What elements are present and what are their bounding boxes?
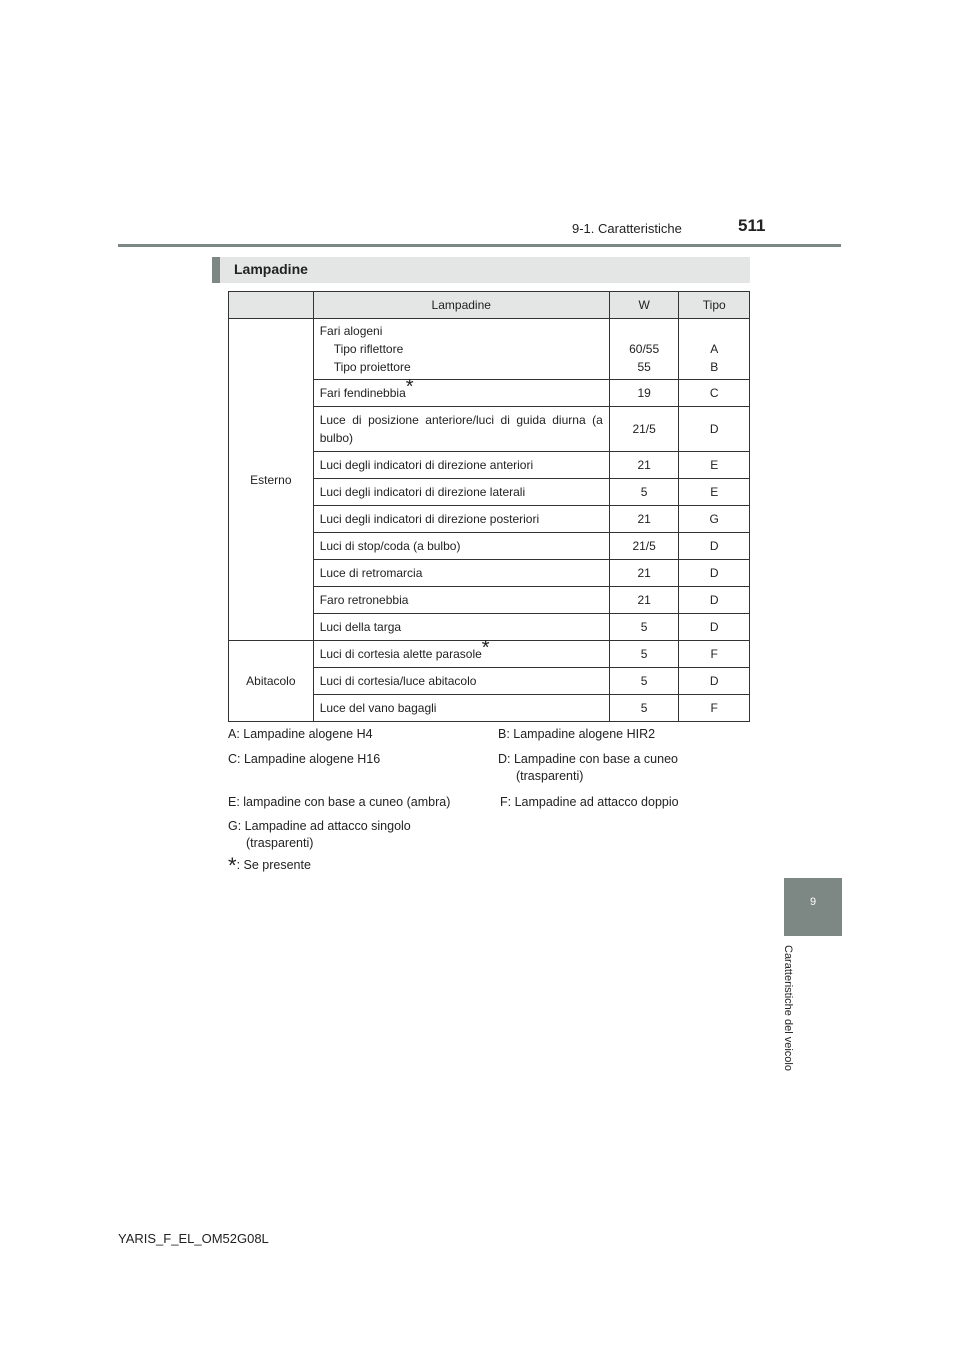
type-cell: D (679, 668, 750, 695)
type-cell: D (679, 533, 750, 560)
lamp-name: Luci di cortesia alette parasole (319, 647, 482, 661)
table-row (229, 319, 750, 380)
lamp-cell: Luce di retromarcia (313, 560, 609, 587)
category-exterior: Esterno (229, 319, 314, 641)
watt-cell: 21 (609, 587, 679, 614)
watt-cell: 5 (609, 641, 679, 668)
section-title: Lampadine (234, 261, 308, 277)
lamp-cell (313, 319, 609, 380)
page-number: 511 (738, 216, 766, 235)
legend-g-line1: G: Lampadine ad attacco singolo (228, 819, 411, 833)
type-value: B (710, 360, 719, 374)
chapter-tab-number: 9 (809, 896, 817, 908)
lamp-cell: Luci degli indicatori di direzione laterali (313, 479, 609, 506)
watt-value: 60/55 (629, 342, 660, 356)
watt-cell: 21 (609, 560, 679, 587)
lamp-cell: Luce di posizione anteriore/luci di guida diurna (a bulbo) (313, 407, 609, 452)
lamp-cell: Faro retronebbia (313, 587, 609, 614)
asterisk-mark: * (405, 376, 414, 398)
bulbs-table (228, 291, 750, 722)
section-header (212, 257, 750, 283)
legend-d-line2: (trasparenti) (516, 769, 584, 783)
type-cell: F (679, 695, 750, 722)
watt-cell: 5 (609, 695, 679, 722)
type-cell: D (679, 587, 750, 614)
watt-cell: 19 (609, 380, 679, 407)
legend-b: B: Lampadine alogene HIR2 (498, 727, 656, 741)
chapter-title: 9-1. Caratteristiche (572, 221, 682, 236)
lamp-name: Fari fendinebbia (319, 386, 406, 400)
lamp-cell: Luci di cortesia/luce abitacolo (313, 668, 609, 695)
legend-c: C: Lampadine alogene H16 (228, 752, 381, 766)
lamp-cell (313, 376, 609, 407)
legend-g (228, 819, 411, 850)
watt-cell: 21/5 (609, 407, 679, 452)
watt-cell: 5 (609, 614, 679, 641)
type-cell: D (679, 560, 750, 587)
watt-value: 55 (637, 360, 651, 374)
lamp-cell: Luci degli indicatori di direzione anteriori (313, 452, 609, 479)
chapter-tab-label: Caratteristiche del veicolo (782, 945, 794, 1071)
watt-cell: 21/5 (609, 533, 679, 560)
lamp-cell (313, 637, 609, 668)
headlight-title: Fari alogeni (319, 324, 383, 338)
lamp-cell: Luci degli indicatori di direzione posteriori (313, 506, 609, 533)
watt-cell: 21 (609, 452, 679, 479)
header-lamp: Lampadine (313, 292, 609, 319)
type-value: A (710, 342, 719, 356)
headlight-sub-reflector: Tipo riflettore (333, 342, 404, 356)
legend-e: E: lampadine con base a cuneo (ambra) (228, 795, 451, 809)
asterisk-mark: * (481, 637, 490, 659)
header-rule (118, 244, 841, 247)
legend-a: A: Lampadine alogene H4 (228, 727, 373, 741)
headlight-sub-projector: Tipo proiettore (333, 360, 411, 374)
type-cell: C (679, 380, 750, 407)
document-code: YARIS_F_EL_OM52G08L (118, 1231, 269, 1246)
watt-cell: 21 (609, 506, 679, 533)
legend-d (498, 752, 678, 783)
footnote (228, 853, 311, 878)
watt-cell: 5 (609, 479, 679, 506)
header-watt: W (609, 292, 679, 319)
footnote-text: : Se presente (236, 858, 311, 872)
chapter-tab (784, 878, 842, 936)
header-category (229, 292, 314, 319)
type-cell: G (679, 506, 750, 533)
type-cell: F (679, 641, 750, 668)
type-cell: D (679, 407, 750, 452)
type-cell (679, 319, 750, 380)
type-cell: E (679, 479, 750, 506)
watt-cell (609, 319, 679, 380)
type-cell: E (679, 452, 750, 479)
table-header-row (229, 292, 750, 319)
lamp-cell: Luce del vano bagagli (313, 695, 609, 722)
legend-f: F: Lampadine ad attacco doppio (500, 795, 679, 809)
type-cell: D (679, 614, 750, 641)
legend-g-line2: (trasparenti) (246, 836, 314, 850)
table-row (229, 641, 750, 668)
header-type: Tipo (679, 292, 750, 319)
category-interior: Abitacolo (229, 641, 314, 722)
watt-cell: 5 (609, 668, 679, 695)
lamp-cell: Luci di stop/coda (a bulbo) (313, 533, 609, 560)
lamp-cell: Luci della targa (313, 614, 609, 641)
legend-d-line1: D: Lampadine con base a cuneo (498, 752, 678, 766)
footnote-asterisk: * (228, 853, 237, 878)
